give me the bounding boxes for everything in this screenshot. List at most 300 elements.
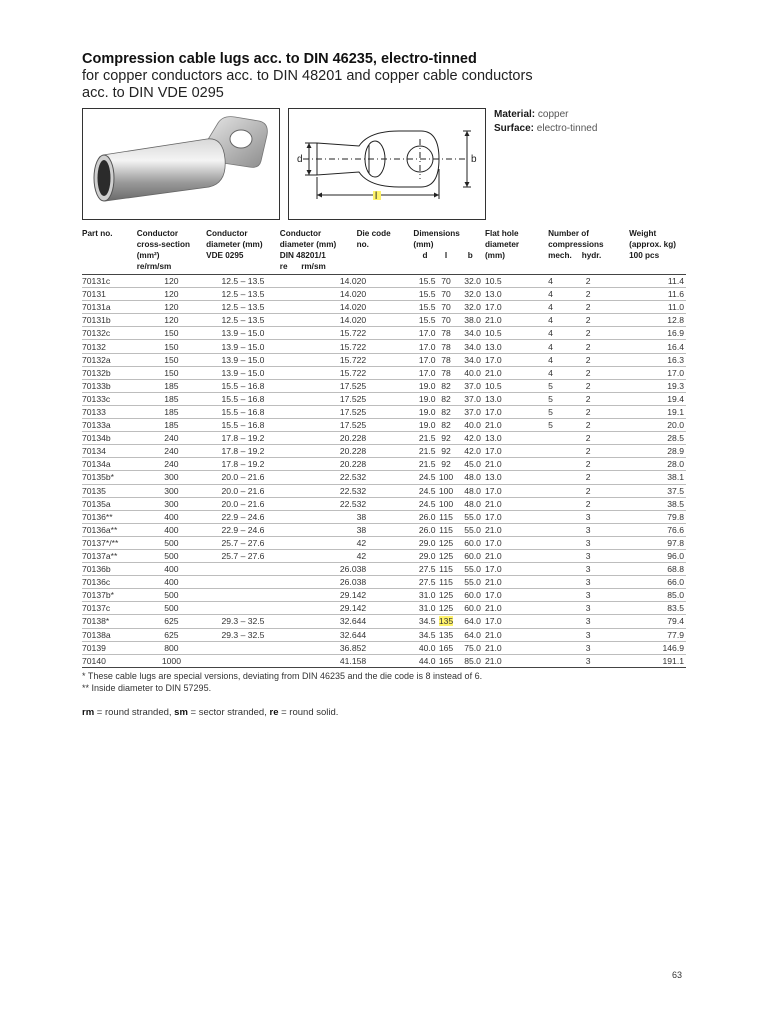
cell-dim-d: 21.5 <box>418 433 436 444</box>
cell-weight: 79.4 <box>667 616 684 627</box>
table-row <box>82 275 686 288</box>
table-row <box>82 366 686 379</box>
cell-flat-hole: 21.0 <box>484 367 502 378</box>
cell-part-no: 70136b <box>82 564 111 575</box>
cell-dim-d: 17.0 <box>418 367 436 378</box>
cell-dim-l: 125 <box>438 590 454 601</box>
header-mech: mech. <box>548 251 572 260</box>
cell-hydr: 2 <box>585 459 591 470</box>
cell-diameter-vde: 25.7 – 27.6 <box>221 551 265 562</box>
table-row <box>82 327 686 340</box>
cell-diameter-din: 22.5 <box>339 485 357 496</box>
cell-weight: 11.6 <box>667 289 684 300</box>
cell-die-code: 32 <box>356 485 367 496</box>
cell-hydr: 2 <box>585 341 591 352</box>
header-dimensions-2: (mm) <box>413 240 434 249</box>
header-cross-section-2: cross-section <box>136 240 190 249</box>
cell-dim-d: 21.5 <box>418 459 436 470</box>
cell-die-code: 42 <box>356 603 367 614</box>
cell-weight: 12.8 <box>667 315 684 326</box>
dim-l-label: l <box>375 191 378 202</box>
cell-dim-l: 100 <box>438 498 454 509</box>
cell-mech: 4 <box>548 289 553 300</box>
legend-sm: sm <box>174 706 188 718</box>
cell-flat-hole: 17.0 <box>484 406 502 417</box>
table-row <box>82 405 686 418</box>
cell-die-code: 20 <box>356 276 367 287</box>
header-die-code-1: Die code <box>356 229 391 238</box>
cell-dim-b: 64.0 <box>464 616 481 627</box>
cell-dim-d: 17.0 <box>418 341 436 352</box>
table-row <box>82 536 686 549</box>
cell-die-code: 42 <box>356 590 367 601</box>
header-weight-2: (approx. kg) <box>629 240 676 249</box>
cell-dim-d: 21.5 <box>418 446 436 457</box>
cell-hydr: 2 <box>585 315 591 326</box>
cell-part-no: 70139 <box>82 642 106 653</box>
cell-cross-section: 185 <box>164 380 179 391</box>
dim-b-label: b <box>471 154 477 165</box>
header-die-code-2: no. <box>356 240 369 249</box>
cell-dim-l: 165 <box>438 642 454 653</box>
cell-dim-d: 19.0 <box>418 406 436 417</box>
cell-dim-d: 15.5 <box>418 315 436 326</box>
cell-die-code: 44 <box>356 629 367 640</box>
cell-hydr: 3 <box>585 537 591 548</box>
dim-d-label: d <box>297 154 303 165</box>
cell-flat-hole: 13.0 <box>484 472 502 483</box>
cell-die-code: 25 <box>356 380 367 391</box>
cell-diameter-din: 15.7 <box>339 341 357 352</box>
cell-dim-l: 82 <box>441 406 451 417</box>
header-part-no: Part no. <box>82 229 113 238</box>
cell-diameter-din: 17.5 <box>339 380 357 391</box>
cell-dim-d: 34.5 <box>418 616 436 627</box>
cell-flat-hole: 21.0 <box>484 577 502 588</box>
cell-weight: 20.0 <box>667 420 684 431</box>
cell-weight: 191.1 <box>662 655 684 666</box>
cell-part-no: 70133 <box>82 406 106 417</box>
cell-hydr: 3 <box>585 577 591 588</box>
cell-flat-hole: 21.0 <box>484 315 502 326</box>
cell-cross-section: 240 <box>164 433 179 444</box>
cell-dim-l: 115 <box>439 524 453 535</box>
cell-part-no: 70140 <box>82 655 106 666</box>
cell-part-no: 70132 <box>82 341 106 352</box>
table-row <box>82 510 686 523</box>
cell-die-code: 22 <box>356 341 367 352</box>
cell-dim-d: 27.5 <box>418 577 436 588</box>
cell-cross-section: 150 <box>164 341 179 352</box>
header-dim-b: b <box>467 251 473 260</box>
cell-mech: 4 <box>548 302 553 313</box>
legend-rm: rm <box>82 706 95 718</box>
header-diameter-din-3: DIN 48201/1 <box>279 251 326 260</box>
cell-part-no: 70136a** <box>82 524 118 535</box>
cell-dim-b: 40.0 <box>464 367 481 378</box>
cell-dim-l: 135 <box>438 629 454 640</box>
table-row <box>82 484 686 497</box>
cell-part-no: 70135 <box>82 485 106 496</box>
cell-mech: 4 <box>548 315 553 326</box>
table-row <box>82 458 686 471</box>
header-weight-3: 100 pcs <box>629 251 660 260</box>
header-cross-section-4: re/rm/sm <box>137 261 206 275</box>
cell-cross-section: 400 <box>164 524 179 535</box>
cell-cross-section: 625 <box>164 629 179 640</box>
table-row <box>82 301 686 314</box>
cell-die-code: 32 <box>356 472 367 483</box>
cell-die-code: 25 <box>356 393 367 404</box>
cell-cross-section: 400 <box>164 564 179 575</box>
cell-cross-section: 185 <box>164 406 179 417</box>
cell-die-code: 22 <box>356 354 367 365</box>
cell-part-no: 70134a <box>82 459 111 470</box>
cell-dim-d: 31.0 <box>418 590 436 601</box>
cell-diameter-vde: 15.5 – 16.8 <box>221 406 265 417</box>
cell-hydr: 2 <box>585 446 591 457</box>
cell-dim-l: 70 <box>441 276 451 287</box>
cell-dim-d: 40.0 <box>418 642 436 653</box>
cell-cross-section: 120 <box>164 289 179 300</box>
header-diameter-vde-2: diameter (mm) <box>206 240 263 249</box>
cell-hydr: 3 <box>585 642 591 653</box>
cell-part-no: 70132a <box>82 354 111 365</box>
cell-dim-b: 48.0 <box>464 485 481 496</box>
cell-part-no: 70136** <box>82 511 113 522</box>
cell-diameter-vde: 12.5 – 13.5 <box>221 276 265 287</box>
surface-value: electro-tinned <box>536 123 598 134</box>
cell-die-code: 38 <box>356 524 367 535</box>
cell-dim-l: 78 <box>441 354 451 365</box>
cell-weight: 19.3 <box>667 380 684 391</box>
cell-dim-l: 92 <box>441 459 451 470</box>
table-row <box>82 576 686 589</box>
header-diameter-vde-1: Conductor <box>206 229 248 238</box>
cell-die-code: 25 <box>356 406 367 417</box>
cell-dim-b: 32.0 <box>464 276 481 287</box>
cell-dim-l: 125 <box>438 551 454 562</box>
cell-part-no: 70132b <box>82 367 111 378</box>
cell-part-no: 70137a** <box>82 551 118 562</box>
cell-diameter-din: 32.6 <box>339 616 357 627</box>
legend-rm-text: = round stranded, <box>94 706 175 718</box>
cell-dim-b: 38.0 <box>464 315 481 326</box>
cell-die-code: 20 <box>356 289 367 300</box>
cell-dim-d: 15.5 <box>418 289 436 300</box>
cell-part-no: 70133a <box>82 420 111 431</box>
cell-dim-b: 42.0 <box>464 433 481 444</box>
cell-diameter-vde: 17.8 – 19.2 <box>221 446 265 457</box>
cell-dim-l: 115 <box>439 564 453 575</box>
cell-flat-hole: 10.5 <box>484 328 502 339</box>
cell-part-no: 70134 <box>82 446 106 457</box>
cell-cross-section: 300 <box>164 472 179 483</box>
cell-diameter-vde: 20.0 – 21.6 <box>221 485 265 496</box>
cell-part-no: 70133c <box>82 393 111 404</box>
cell-flat-hole: 21.0 <box>484 420 502 431</box>
cell-dim-l: 100 <box>438 472 454 483</box>
cell-cross-section: 150 <box>164 367 179 378</box>
cell-hydr: 2 <box>585 485 591 496</box>
cell-cross-section: 120 <box>164 276 179 287</box>
cell-dim-l: 92 <box>441 433 451 444</box>
cell-diameter-din: 29.1 <box>339 590 357 601</box>
table-row <box>82 497 686 510</box>
table-row <box>82 419 686 432</box>
figure-row <box>82 108 688 226</box>
cell-dim-d: 29.0 <box>418 537 436 548</box>
cell-part-no: 70131a <box>82 302 111 313</box>
material-value: copper <box>537 109 569 120</box>
cell-hydr: 2 <box>585 472 591 483</box>
table-row <box>82 314 686 327</box>
cell-diameter-din: 26.0 <box>339 564 357 575</box>
cell-hydr: 3 <box>585 616 591 627</box>
table-row <box>82 589 686 602</box>
cell-diameter-vde: 22.9 – 24.6 <box>221 524 265 535</box>
table-row <box>82 445 686 458</box>
cell-dim-d: 26.0 <box>418 511 436 522</box>
cell-cross-section: 625 <box>164 616 179 627</box>
cell-weight: 16.3 <box>667 354 684 365</box>
cell-diameter-vde: 15.5 – 16.8 <box>221 393 265 404</box>
cell-weight: 77.9 <box>667 629 684 640</box>
cell-dim-b: 48.0 <box>464 498 481 509</box>
cell-cross-section: 185 <box>164 420 179 431</box>
cell-dim-d: 29.0 <box>418 551 436 562</box>
cell-flat-hole: 17.0 <box>484 485 502 496</box>
footnote-1: * These cable lugs are special versions, deviating from DIN 46235 and the die code is 8 instead of 6. <box>82 670 483 681</box>
cell-weight: 16.4 <box>667 341 684 352</box>
cell-flat-hole: 21.0 <box>484 498 502 509</box>
cell-die-code: 20 <box>356 302 367 313</box>
cell-weight: 76.6 <box>667 524 684 535</box>
cell-hydr: 2 <box>585 393 591 404</box>
cell-diameter-din: 29.1 <box>339 603 357 614</box>
material-info <box>494 108 597 136</box>
cell-diameter-vde: 13.9 – 15.0 <box>221 328 265 339</box>
cell-part-no: 70137b* <box>82 590 115 601</box>
cell-cross-section: 300 <box>164 485 179 496</box>
cell-cross-section: 400 <box>164 577 179 588</box>
cell-dim-b: 60.0 <box>464 603 481 614</box>
cell-flat-hole: 21.0 <box>484 642 502 653</box>
header-cross-section-1: Conductor <box>136 229 179 238</box>
table-row <box>82 523 686 536</box>
cell-dim-b: 37.0 <box>464 406 481 417</box>
cell-cross-section: 800 <box>164 642 179 653</box>
cell-part-no: 70133b <box>82 380 111 391</box>
cell-part-no: 70136c <box>82 577 111 588</box>
cell-dim-l: 78 <box>441 328 451 339</box>
cell-cross-section: 240 <box>164 459 179 470</box>
cell-dim-l: 78 <box>441 341 451 352</box>
cell-dim-b: 37.0 <box>464 380 481 391</box>
cell-diameter-vde: 13.9 – 15.0 <box>221 354 265 365</box>
cell-weight: 97.8 <box>667 537 684 548</box>
cell-diameter-din: 20.2 <box>339 433 357 444</box>
cell-diameter-din: 17.5 <box>339 406 357 417</box>
cell-dim-l: 165 <box>438 655 454 666</box>
cell-diameter-vde: 29.3 – 32.5 <box>221 616 265 627</box>
cell-weight: 28.9 <box>667 446 684 457</box>
cell-flat-hole: 17.0 <box>484 564 502 575</box>
cell-mech: 5 <box>548 406 553 417</box>
cell-die-code: 42 <box>356 537 367 548</box>
header-dim-d: d <box>422 251 428 260</box>
cell-dim-b: 60.0 <box>464 590 481 601</box>
cell-diameter-din: 14.0 <box>339 289 357 300</box>
header-flat-hole-1: Flat hole <box>484 229 519 238</box>
page-subtitle-line2: acc. to DIN VDE 0295 <box>82 85 224 101</box>
cell-diameter-vde: 29.3 – 32.5 <box>221 629 265 640</box>
cell-dim-d: 31.0 <box>418 603 436 614</box>
cell-dim-d: 17.0 <box>418 354 436 365</box>
cell-part-no: 70138a <box>82 629 111 640</box>
cell-diameter-vde: 12.5 – 13.5 <box>221 315 265 326</box>
cell-cross-section: 500 <box>164 590 179 601</box>
table-row <box>82 602 686 615</box>
cell-cross-section: 150 <box>164 328 179 339</box>
cell-diameter-din: 17.5 <box>339 393 357 404</box>
cell-weight: 68.8 <box>667 564 684 575</box>
cell-dim-d: 19.0 <box>418 380 436 391</box>
cell-dim-b: 55.0 <box>464 524 481 535</box>
cell-hydr: 3 <box>585 511 591 522</box>
cell-weight: 17.0 <box>667 367 684 378</box>
cell-cross-section: 500 <box>164 603 179 614</box>
cell-hydr: 2 <box>585 328 591 339</box>
cell-dim-b: 55.0 <box>464 564 481 575</box>
cell-weight: 96.0 <box>667 551 684 562</box>
cell-weight: 16.9 <box>667 328 684 339</box>
cell-diameter-din: 15.7 <box>339 367 357 378</box>
cell-part-no: 70131c <box>82 276 111 287</box>
table-row <box>82 628 686 641</box>
cell-diameter-vde: 17.8 – 19.2 <box>221 459 265 470</box>
cell-part-no: 70134b <box>82 433 111 444</box>
cell-dim-b: 32.0 <box>464 289 481 300</box>
cell-die-code: 22 <box>356 367 367 378</box>
cell-hydr: 2 <box>585 367 591 378</box>
cell-weight: 38.5 <box>667 498 684 509</box>
header-dimensions-1: Dimensions <box>413 229 460 238</box>
cell-diameter-vde: 20.0 – 21.6 <box>221 472 265 483</box>
cell-die-code: 38 <box>356 577 367 588</box>
cell-hydr: 2 <box>585 354 591 365</box>
page-content <box>82 50 688 718</box>
cell-flat-hole: 17.0 <box>484 354 502 365</box>
header-diameter-vde-3: VDE 0295 <box>206 251 244 260</box>
cell-dim-l: 70 <box>441 302 451 313</box>
cell-dim-l: 125 <box>438 603 454 614</box>
header-compressions-1: Number of <box>548 229 590 238</box>
cell-cross-section: 240 <box>164 446 179 457</box>
cell-flat-hole: 17.0 <box>484 590 502 601</box>
cell-hydr: 2 <box>585 420 591 431</box>
cell-hydr: 3 <box>585 629 591 640</box>
cell-die-code: 44 <box>356 616 367 627</box>
cell-dim-l: 82 <box>441 393 451 404</box>
cell-diameter-vde: 12.5 – 13.5 <box>221 302 265 313</box>
cell-part-no: 70132c <box>82 328 111 339</box>
header-diameter-din-2: diameter (mm) <box>279 240 337 249</box>
header-flat-hole-2: diameter <box>484 240 520 249</box>
cell-dim-b: 55.0 <box>464 511 481 522</box>
cell-hydr: 3 <box>585 524 591 535</box>
cell-dim-l: 115 <box>439 577 453 588</box>
cell-cross-section: 185 <box>164 393 179 404</box>
cell-diameter-din: 22.5 <box>339 498 357 509</box>
cell-hydr: 3 <box>585 551 591 562</box>
cell-mech: 4 <box>548 328 553 339</box>
header-hydr: hydr. <box>581 251 602 260</box>
table-row <box>82 471 686 484</box>
cell-diameter-din: 36.8 <box>339 642 357 653</box>
cell-die-code: 28 <box>356 433 367 444</box>
footnote-2: ** Inside diameter to DIN 57295. <box>82 682 212 693</box>
cell-die-code: 22 <box>356 328 367 339</box>
header-diameter-din-1: Conductor <box>279 229 322 238</box>
table-row <box>82 288 686 301</box>
cell-diameter-vde: 13.9 – 15.0 <box>221 341 265 352</box>
cell-dim-d: 19.0 <box>418 393 436 404</box>
cell-dim-d: 34.5 <box>418 629 436 640</box>
cell-weight: 28.5 <box>667 433 684 444</box>
cell-diameter-vde: 20.0 – 21.6 <box>221 498 265 509</box>
cell-hydr: 3 <box>585 655 591 666</box>
cell-dim-d: 24.5 <box>418 498 436 509</box>
cell-weight: 28.0 <box>667 459 684 470</box>
legend-re-text: = round solid. <box>278 706 339 718</box>
cell-flat-hole: 17.0 <box>484 511 502 522</box>
cell-dim-l: 78 <box>441 367 451 378</box>
cell-cross-section: 300 <box>164 498 179 509</box>
cell-dim-b: 34.0 <box>464 341 481 352</box>
cell-diameter-din: 32.6 <box>339 629 357 640</box>
cell-hydr: 2 <box>585 380 591 391</box>
cell-dim-l: 115 <box>439 511 453 522</box>
page-subtitle-line1: for copper conductors acc. to DIN 48201 and copper cable conductors <box>82 68 533 84</box>
cell-part-no: 70135b* <box>82 472 115 483</box>
cell-hydr: 2 <box>585 498 591 509</box>
table-row <box>82 379 686 392</box>
cell-flat-hole: 13.0 <box>484 289 502 300</box>
page-number: 63 <box>672 970 683 980</box>
cell-mech: 4 <box>548 367 553 378</box>
cell-diameter-vde: 17.8 – 19.2 <box>221 433 265 444</box>
cell-weight: 146.9 <box>662 642 684 653</box>
cell-weight: 11.4 <box>667 276 684 287</box>
cell-diameter-vde: 15.5 – 16.8 <box>221 420 265 431</box>
header-weight-1: Weight <box>629 229 657 238</box>
cell-mech: 4 <box>548 341 553 352</box>
page-title: Compression cable lugs acc. to DIN 46235, electro-tinned <box>82 51 477 67</box>
cell-diameter-din: 15.7 <box>339 328 357 339</box>
cell-diameter-din: 15.7 <box>339 354 357 365</box>
cell-diameter-din: 41.1 <box>339 655 357 666</box>
cell-dim-l: 70 <box>441 315 451 326</box>
cell-die-code: 38 <box>356 564 367 575</box>
cell-flat-hole: 17.0 <box>484 616 502 627</box>
cell-weight: 83.5 <box>667 603 684 614</box>
cell-hydr: 2 <box>585 433 591 444</box>
abbreviation-legend <box>82 707 688 718</box>
cell-diameter-vde: 12.5 – 13.5 <box>221 289 265 300</box>
cell-die-code: 28 <box>356 459 367 470</box>
cell-part-no: 70138* <box>82 616 110 627</box>
